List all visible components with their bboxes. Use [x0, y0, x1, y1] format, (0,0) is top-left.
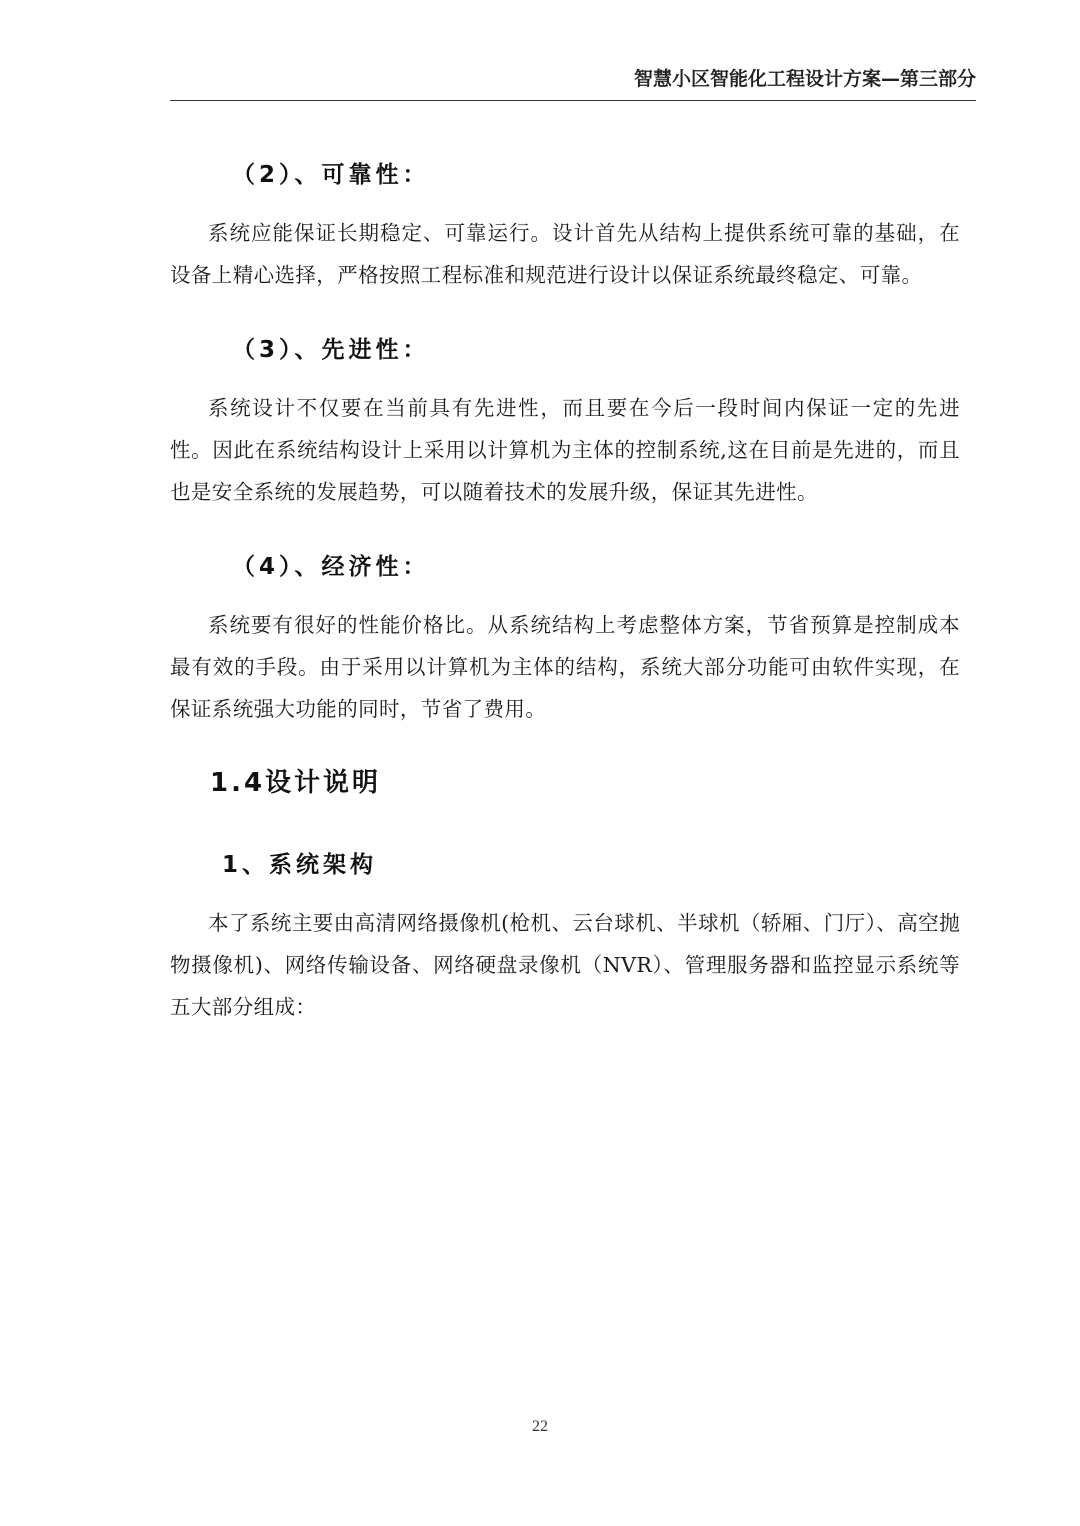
paragraph-reliability: 系统应能保证长期稳定、可靠运行。设计首先从结构上提供系统可靠的基础，在设备上精心选择，严格按照工程标准和规范进行设计以保证系统最终稳定、可靠。: [170, 221, 960, 287]
paragraph-economy: 系统要有很好的性能价格比。从系统结构上考虑整体方案，节省预算是控制成本最有效的手段。由于采用以计算机为主体的结构，系统大部分功能可由软件实现，在保证系统强大功能的同时，节省了费用。: [170, 613, 960, 721]
heading-design-notes: 1.4设计说明: [210, 768, 382, 798]
running-header: 智慧小区智能化工程设计方案—第三部分: [170, 64, 976, 101]
heading-system-architecture: 1、系统架构: [222, 852, 378, 878]
heading-economy: （4）、经济性：: [232, 554, 430, 580]
page-number: 22: [532, 1418, 548, 1435]
heading-advancement: （3）、先进性：: [232, 337, 430, 363]
paragraph-system-architecture: 本了系统主要由高清网络摄像机(枪机、云台球机、半球机（轿厢、门厅）、高空抛物摄像机)、网络传输设备、网络硬盘录像机（NVR）、管理服务器和监控显示系统等五大部分组成：: [170, 911, 960, 1019]
heading-reliability: （2）、可靠性：: [232, 162, 430, 188]
paragraph-advancement: 系统设计不仅要在当前具有先进性，而且要在今后一段时间内保证一定的先进性。因此在系统结构设计上采用以计算机为主体的控制系统,这在目前是先进的，而且也是安全系统的发展趋势，可以随着技术的发展升级，保证其先进性。: [170, 396, 960, 504]
